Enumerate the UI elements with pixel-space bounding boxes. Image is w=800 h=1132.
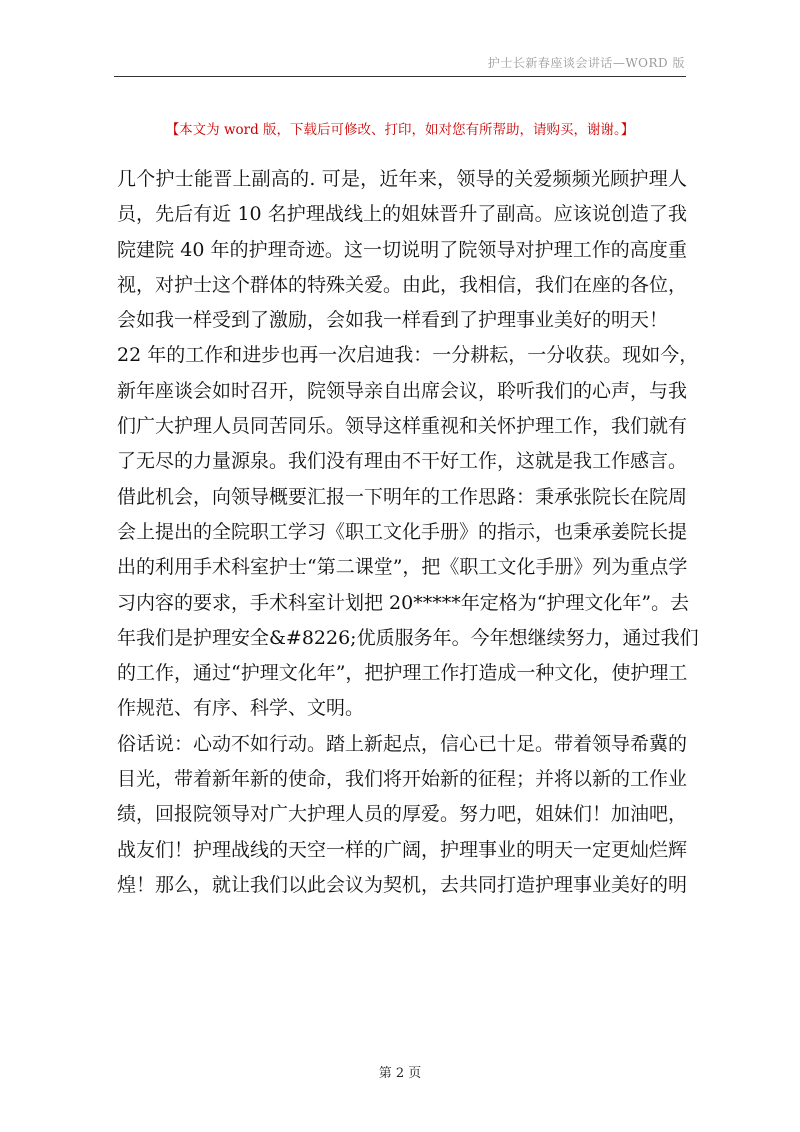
- document-body: [117, 162, 699, 903]
- body-line: 视，对护士这个群体的特殊关爱。由此，我相信，我们在座的各位，: [117, 273, 688, 296]
- body-line: 出的利用手术科室护士“第二课堂”，把《职工文化手册》列为重点学: [117, 556, 688, 579]
- body-line: 借此机会，向领导概要汇报一下明年的工作思路：秉承张院长在院周: [117, 485, 688, 508]
- body-line: 新年座谈会如时召开，院领导亲自出席会议，聆听我们的心声，与我: [117, 379, 688, 402]
- body-line: 俗话说：心动不如行动。踏上新起点，信心已十足。带着领导希冀的: [117, 732, 688, 755]
- body-line: 员，先后有近 10 名护理战线上的姐妹晋升了副高。应该说创造了我: [117, 203, 687, 226]
- body-line: 了无尽的力量源泉。我们没有理由不干好工作，这就是我工作感言。: [117, 450, 688, 473]
- body-line: 习内容的要求，手术科室计划把 20*****年定格为“护理文化年”。去: [117, 591, 690, 614]
- body-line: 们广大护理人员同苦同乐。领导这样重视和关怀护理工作，我们就有: [117, 415, 688, 438]
- page-number: 第 2 页: [378, 1066, 422, 1081]
- body-line: 几个护士能晋上副高的. 可是，近年来，领导的关爱频频光顾护理人: [117, 168, 687, 190]
- body-line: 的工作，通过“护理文化年”，把护理工作打造成一种文化，使护理工: [117, 662, 688, 685]
- body-line: 战友们！护理战线的天空一样的广阔，护理事业的明天一定更灿烂辉: [117, 838, 688, 861]
- body-line: 煌！那么，就让我们以此会议为契机，去共同打造护理事业美好的明: [117, 873, 688, 896]
- body-line: 绩，回报院领导对广大护理人员的厚爱。努力吧，姐妹们！加油吧，: [117, 803, 688, 826]
- body-line: 会如我一样受到了激励，会如我一样看到了护理事业美好的明天！: [117, 309, 669, 332]
- body-line: 年我们是护理安全&#8226;优质服务年。今年想继续努力，通过我们: [117, 626, 699, 649]
- body-line: 会上提出的全院职工学习《职工文化手册》的指示，也秉承姜院长提: [117, 520, 688, 543]
- body-line: 院建院 40 年的护理奇迹。这一切说明了院领导对护理工作的高度重: [117, 238, 687, 261]
- body-line: 22 年的工作和进步也再一次启迪我：一分耕耘，一分收获。现如今，: [117, 344, 699, 367]
- running-header: 护士长新春座谈会讲话—WORD 版: [487, 56, 685, 70]
- download-notice: 【本文为 word 版，下载后可修改、打印，如对您有所帮助，请购买，谢谢。】: [165, 122, 635, 138]
- body-line: 作规范、有序、科学、文明。: [117, 697, 365, 720]
- body-line: 目光，带着新年新的使命，我们将开始新的征程；并将以新的工作业: [117, 768, 688, 791]
- header-divider: [114, 76, 686, 77]
